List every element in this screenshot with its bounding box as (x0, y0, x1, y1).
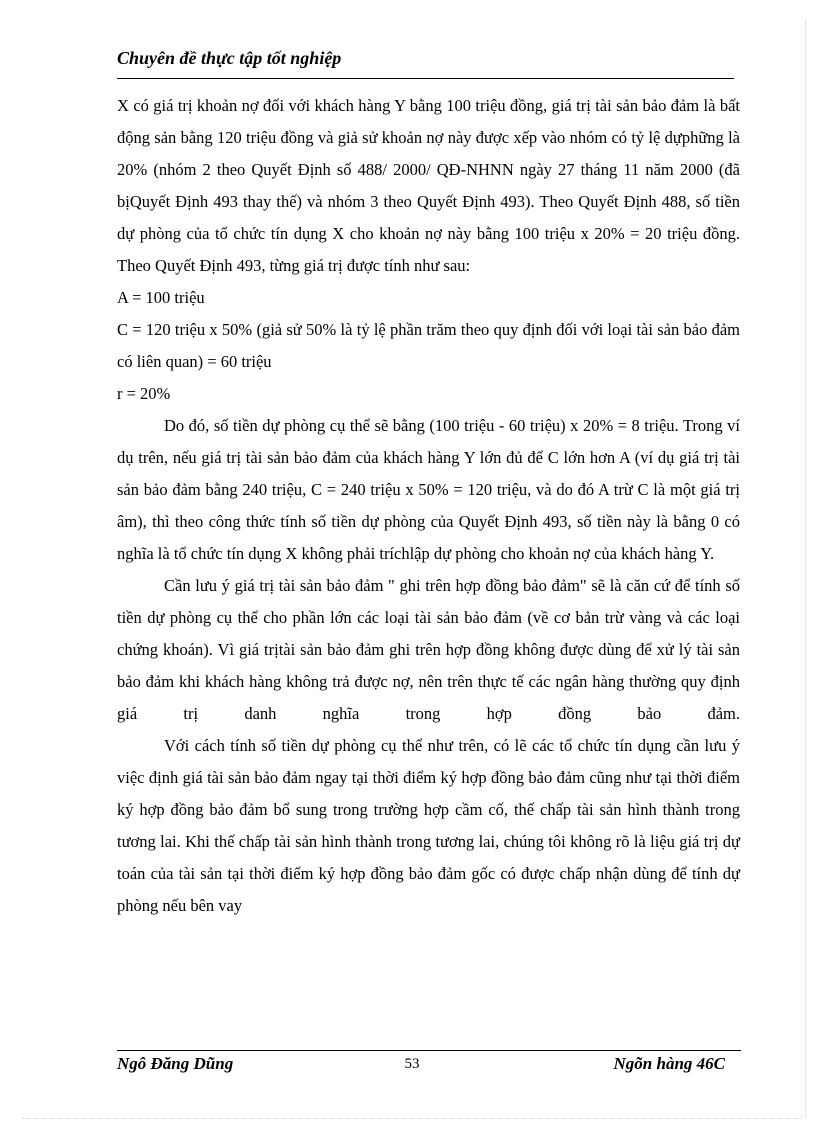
page-number: 53 (404, 1056, 420, 1072)
paragraph-collateral-note: Cần lưu ý giá trị tài sản bảo đảm " ghi trên hợp đồng bảo đảm" sẽ là căn cứ để tính số tiền dự phòng cụ thể cho phần lớn các loại tài sản bảo đảm (về cơ bản trừ vàng và các loại chứng khoán). Vì giá trịtài sản bảo đảm ghi trên hợp đồng không được dùng để xử lý tài sản bảo đảm khi khách hàng không trả được nợ, nên trên thực tế các ngân hàng thường quy định giá trị danh nghĩa trong hợp đồng bảo đảm. (117, 576, 740, 723)
document-body (117, 90, 740, 922)
page-header-title: Chuyên đề thực tập tốt nghiệp (117, 48, 342, 68)
page-bottom-edge (22, 1118, 802, 1119)
paragraph-example-result: Do đó, số tiền dự phòng cụ thể sẽ bằng (100 triệu - 60 triệu) x 20% = 8 triệu. Trong ví dụ trên, nếu giá trị tài sản bảo đảm của khách hàng Y lớn đủ để C lớn hơn A (ví dụ giá trị tài sản bảo đảm bằng 240 triệu, C = 240 triệu x 50% = 120 triệu, và do đó A trừ C là một giá trị âm), thì theo công thức tính số tiền dự phòng của Quyết Định 493, số tiền này là bằng 0 có nghĩa là tổ chức tín dụng X không phải tríchlập dự phòng cho khoản nợ của khách hàng Y. (117, 416, 740, 563)
page-right-edge (805, 20, 806, 1118)
paragraph-continuation: X có giá trị khoản nợ đối với khách hàng Y bằng 100 triệu đồng, giá trị tài sản bảo đảm là bất động sản bằng 120 triệu đồng và giả sử khoản nợ này được xếp vào nhóm có tỷ lệ dựphững là 20% (nhóm 2 theo Quyết Định số 488/ 2000/ QĐ-NHNN ngày 27 tháng 11 năm 2000 (đã bịQuyết Định 493 thay thế) và nhóm 3 theo Quyết Định 493). Theo Quyết Định 488, số tiền dự phòng của tổ chức tín dụng X cho khoản nợ này bằng 100 triệu x 20% = 20 triệu đồng. Theo Quyết Định 493, từng giá trị được tính như sau: (117, 96, 740, 275)
footer-divider (117, 1050, 741, 1051)
formula-a: A = 100 triệu (117, 288, 205, 307)
page-footer (117, 1054, 741, 1078)
formula-c: C = 120 triệu x 50% (giả sử 50% là tỷ lệ phần trăm theo quy định đối với loại tài sản bảo đảm có liên quan) = 60 triệu (117, 320, 740, 371)
paragraph-valuation-note: Với cách tính số tiền dự phòng cụ thể như trên, có lẽ các tổ chức tín dụng cần lưu ý việc định giá tài sản bảo đảm ngay tại thời điểm ký hợp đồng bảo đảm cũng như tại thời điểm ký hợp đồng bảo đảm bổ sung trong trường hợp cầm cố, thế chấp tài sản hình thành trong tương lai. Khi thế chấp tài sản hình thành trong tương lai, chúng tôi không rõ là liệu giá trị dự toán của tài sản tại thời điểm ký hợp đồng bảo đảm gốc có được chấp nhận dùng để tính dự phòng nếu bên vay (117, 736, 740, 915)
footer-author: Ngô Đăng Dũng (117, 1054, 234, 1073)
footer-class-name: Ngõn hàng 46C (613, 1054, 725, 1073)
header-divider (117, 78, 734, 79)
formula-r: r = 20% (117, 384, 171, 403)
